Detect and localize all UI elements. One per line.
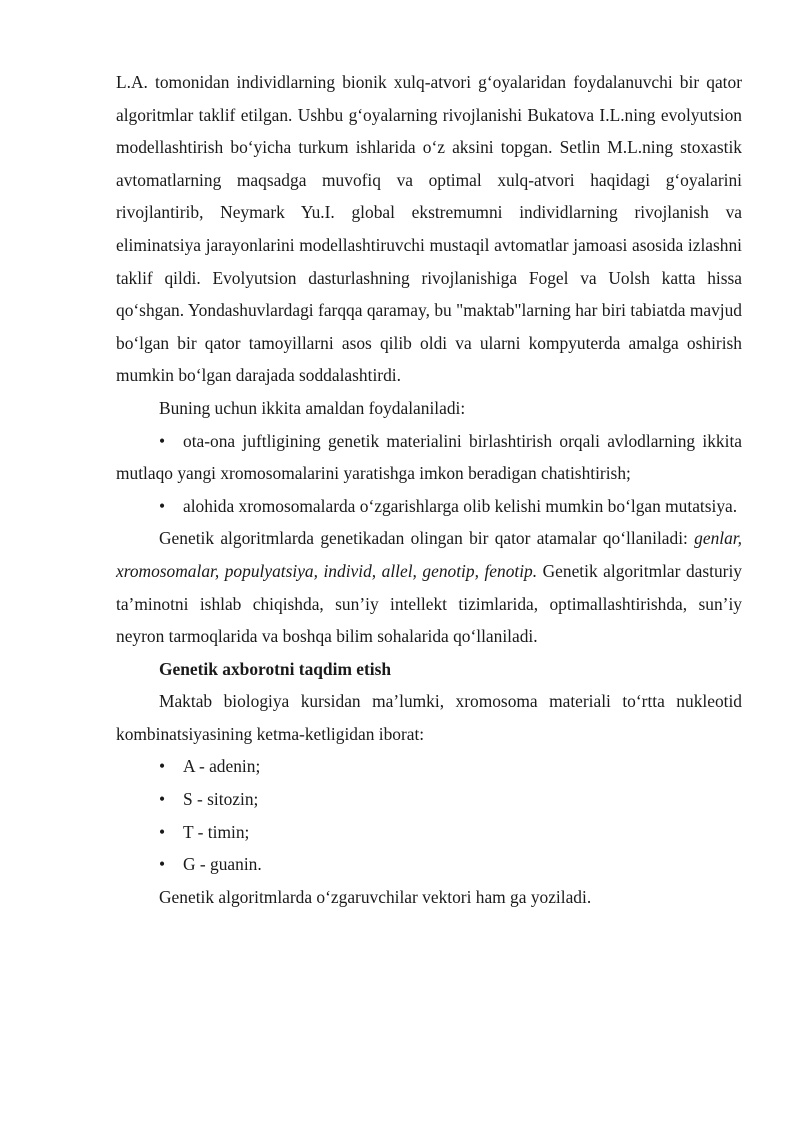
- bullet-marker: •: [159, 756, 166, 777]
- bullet-marker: •: [159, 821, 166, 842]
- list-item-thymine: [116, 816, 742, 849]
- bullet-marker: •: [159, 854, 166, 875]
- list-item-text: T - timin;: [183, 821, 250, 842]
- list-item-text: S - sitozin;: [183, 789, 259, 810]
- paragraph-terms-italic: genlar, xromosomalar, populyatsiya, individ, allel, genotip, fenotip.: [116, 528, 742, 581]
- paragraph-terms-end: Genetik algoritmlar dasturiy ta’minotni ishlab chiqishda, sun’iy intellekt tizimlarida, optimallashtirishda, sun’iy neyron tarmoqlarida va boshqa bilim sohalarida qo‘llaniladi.: [116, 560, 742, 647]
- paragraph-operations-intro: Buning uchun ikkita amaldan foydalaniladi:: [159, 397, 466, 418]
- paragraph-terms-start: Genetik algoritmlarda genetikadan olingan bir qator atamalar qo‘llaniladi:: [159, 528, 695, 549]
- list-item-text: ota-ona juftligining genetik materialini birlashtirish orqali avlodlarning ikkita mutlaqo yangi xromosomalarini yaratishga imkon beradigan chatishtirish;: [116, 430, 742, 484]
- bullet-marker: •: [159, 789, 166, 810]
- document-page: [116, 66, 742, 913]
- bullet-marker: •: [159, 495, 166, 516]
- list-item-guanine: [116, 848, 742, 881]
- list-item-text: alohida xromosomalarda o‘zgarishlarga olib kelishi mumkin bo‘lgan mutatsiya.: [183, 495, 738, 516]
- paragraph-terms: [116, 522, 742, 652]
- list-item-cytosine: [116, 783, 742, 816]
- list-item-text: G - guanin.: [183, 854, 262, 875]
- section-heading: Genetik axborotni taqdim etish: [159, 658, 392, 679]
- paragraph-vector: Genetik algoritmlarda o‘zgaruvchilar vektori ham ga yoziladi.: [159, 886, 592, 907]
- paragraph-chromosome: Maktab biologiya kursidan ma’lumki, xromosoma materiali to‘rtta nukleotid kombinatsiyasining ketma-ketligidan iborat:: [116, 691, 742, 744]
- list-item-crossover: [116, 425, 742, 490]
- list-item-mutation: [116, 490, 742, 523]
- list-item-adenine: [116, 750, 742, 783]
- list-item-text: A - adenin;: [183, 756, 261, 777]
- bullet-marker: •: [159, 430, 166, 451]
- paragraph-intro: L.A. tomonidan individlarning bionik xulq-atvori g‘oyalaridan foydalanuvchi bir qator algoritmlar taklif etilgan. Ushbu g‘oyalarning rivojlanishi Bukatova I.L.ning evolyutsion modellashtirish bo‘yicha turkum ishlarida o‘z aksini topgan. Setlin M.L.ning stoxastik avtomatlarning maqsadga muvofiq va optimal xulq-atvori haqidagi g‘oyalarini rivojlantirib, Neymark Yu.I. global ekstremumni individlarning rivojlanish va eliminatsiya jarayonlarini modellashtiruvchi mustaqil avtomatlar jamoasi asosida izlashni taklif qildi. Evolyutsion dasturlashning rivojlanishiga Fogel va Uolsh katta hissa qo‘shgan. Yondashuvlardagi farqqa qaramay, bu "maktab"larning har biri tabiatda mavjud bo‘lgan bir qator tamoyillarni asos qilib oldi va ularni kompyuterda amalga oshirish mumkin bo‘lgan darajada soddalashtirdi.: [116, 72, 742, 386]
